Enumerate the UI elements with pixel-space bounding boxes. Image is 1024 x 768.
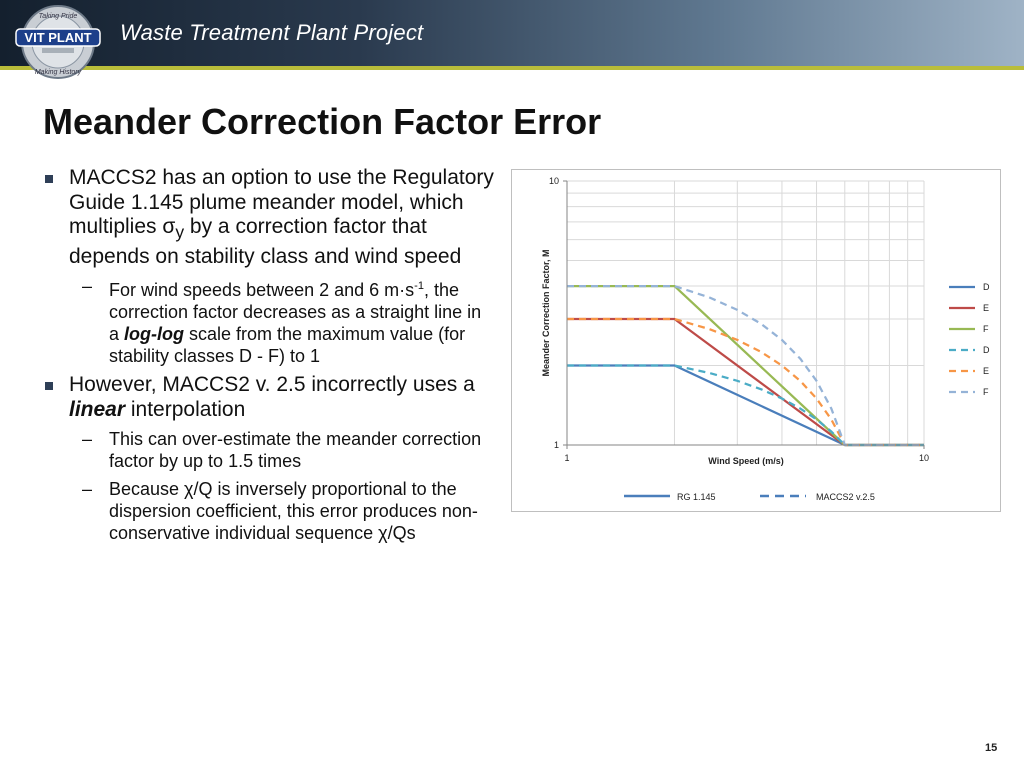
series-d-rg1145 [567,366,924,446]
project-title: Waste Treatment Plant Project [120,20,424,45]
legend-label: E [983,366,990,376]
bullet-maccs2-option: MACCS2 has an option to use the Regulatory Guide 1.145 plume meander model, which multiplies $\sigma_y$ by a correction factor that depends on stability class and wind speed [44,166,494,269]
bottom-legend-label: MACCS2 v.2.5 [816,492,875,502]
y-axis-label: Meander Correction Factor, M [541,249,551,377]
bottom-legend-label: RG 1.145 [677,492,716,502]
legend-label: D [983,282,990,292]
meander-chart [511,169,1001,512]
series-e-maccs2 [567,319,924,445]
x-tick-label: 10 [918,453,930,463]
chart-legend [949,282,990,397]
legend-label: D [983,345,990,355]
y-tick-label: 1 [553,440,559,450]
legend-label: E [983,303,990,313]
slide-title: Meander Correction Factor Error [43,101,602,142]
logo-ring-bottom: Making History [34,69,82,76]
chart-grid [567,181,924,445]
y-tick-label: 10 [548,176,559,186]
series-e-rg1145 [567,319,924,445]
header-divider [0,66,1024,70]
sub-bullet-overestimate: – This can over-estimate the meander correction factor by up to 1.5 times [44,428,494,472]
chart-bottom-legend [624,492,875,502]
x-axis-label: Wind Speed (m/s) [708,456,784,466]
legend-label: F [983,387,989,397]
legend-label: F [983,324,989,334]
vit-plant-logo-icon [14,3,106,81]
series-d-maccs2 [567,366,924,446]
sub-bullet-nonconservative: – Because χ/Q is inversely proportional to the dispersion coefficient, this error produces non-conservative individual sequence χ/Qs [44,478,494,544]
chart-canvas [512,170,1002,513]
x-tick-label: 1 [564,453,570,463]
bullet-list [44,166,494,550]
page-number: 15 [985,742,998,754]
sub-bullet-loglog: – For wind speeds between 2 and 6 $m\cdot s^{-1}$, the correction factor decreases as a straight line in a log-log scale from the maximum value (for stability classes D - F) to 1 [44,275,494,367]
logo-text: VIT PLANT [24,30,92,45]
logo-ring-top: Taking Pride [38,13,78,20]
bullet-linear-interpolation: However, MACCS2 v. 2.5 incorrectly uses a linear interpolation [44,373,494,422]
